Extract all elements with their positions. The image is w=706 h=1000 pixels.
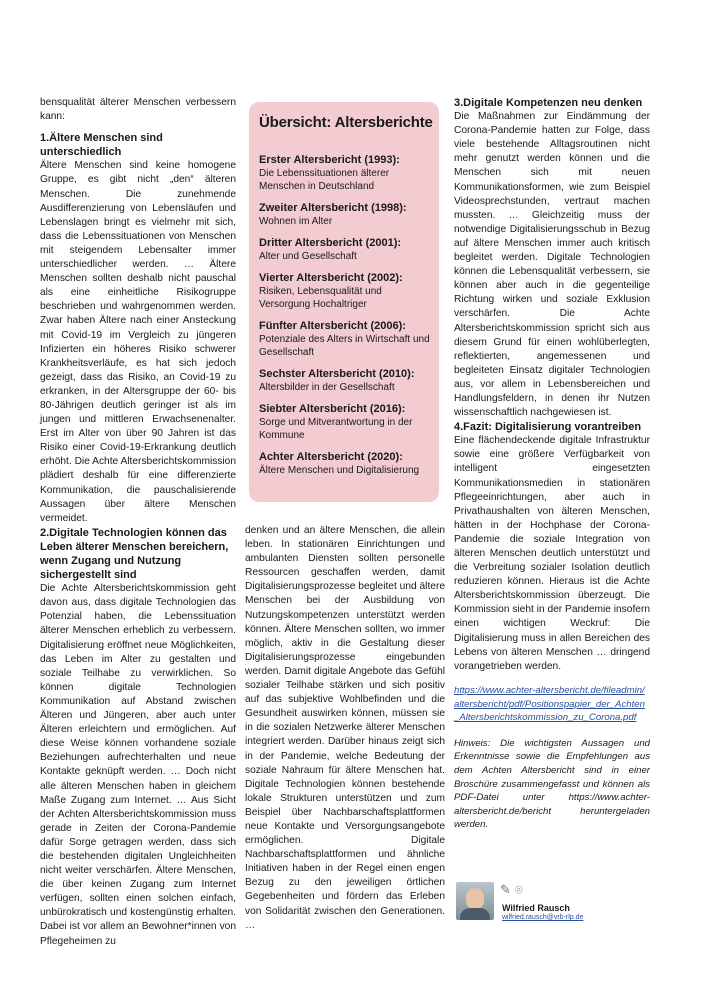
paragraph-continued: denken und an ältere Menschen, die allein leben. In stationären Einrichtungen und ambulanten Diensten sollten personelle Ressourcen geschaffen werden, damit Digitalisierungsprozesse begleitet und ältere Menschen bei der Ausbildung von Nutzungskompetenzen unterstützt werden können. Ältere Menschen sollten, wo immer möglich, aktiv in die Gestaltung dieser Digitalisierungsprozesse eingebunden werden. Damit digitale Angebote das Gefühl sozialer Teilhabe stärken und sich positiv auf das subjektive Wohlbefinden und die Gesundheit auswirken können, müssen sie in die sozialen Netzwerke älterer Menschen integriert werden. Darüber hinaus zeigt sich in der Pandemie, welche Bedeutung der soziale Nahraum für ältere Menschen hat. Digitale Technologien können bestehende lokale Strukturen unterstützen und zum Beispiel über Nachbarschaftsplattformen neue Kontakte und Versorgungsangebote ermöglichen. Digitale Nachbarschaftsplattformen und ähnliche Initiativen haben in der Regel einen engen Bezug zu den jeweiligen örtlichen Gegebenheiten und fördern das Erleben von Solidarität zwischen den Generationen. … [245,525,445,931]
overview-entry [259,403,435,443]
entry-desc: Wohnen im Alter [259,216,333,228]
entry-desc: Sorge und Mitverantwortung in der Kommune [259,417,413,442]
intro-text: bensqualität älterer Menschen verbessern kann: [40,97,236,123]
entry-title: Fünfter Altersbericht (2006): [259,320,406,333]
overview-box [249,102,439,502]
camera-icon: ⌾ [514,882,527,897]
entry-title: Achter Altersbericht (2020): [259,451,403,464]
entry-title: Zweiter Altersbericht (1998): [259,202,407,215]
author-email[interactable]: wilfried.rausch@vrb-rlp.de [502,914,584,921]
entry-title: Erster Altersbericht (1993): [259,154,400,166]
paragraph-section-1: Ältere Menschen sind keine homogene Gruppe, es gibt nicht „den“ älteren Menschen. Die zunehmende Ausdifferenzierung von Lebensläufen und Lebenslagen bringt es vielmehr mit sich, dass die Lebenssituationen von Menschen mit steigendem Lebensalter immer unterschiedlicher werden. … Ältere Menschen sollten deshalb nicht pauschal als eine einheitliche Risikogruppe beschrieben und wahrgenommen werden. Zwar haben Ältere nach einer Ansteckung mit Covid-19 im Vergleich zu jüngeren Infizierten ein höheres Risiko schwerer Krankheitsverläufe, es hat sich jedoch gezeigt, dass das Risiko, an Covid-19 zu erkranken, in der Altersgruppe der 60- bis 80-Jährigen deutlich geringer ist als im jungen und mittleren Erwachsenenalter. Erst im Alter von über 90 Jahren ist das Risiko einer Covid-19-Erkrankung deutlich erhöht. Die Achte Altersberichtskommission plädiert deshalb für eine differenzierte Kommunikation, die pauschalisierende Aussagen über ältere Menschen vermeidet. [40,160,236,524]
paragraph-section-2: Die Achte Altersberichtskommission geht davon aus, dass digitale Technologien das Potenzial haben, die Lebenssituation älterer Menschen erheblich zu verbessern. Digitalisierung eröffnet neue Möglichkeiten, das Leben im Alter zu gestalten und soziale Teilhabe zu verwirklichen. So können digitale Technologien Kommunikation auf Abstand zwischen Älteren und Jüngeren, aber auch unter Älteren erleichtern und ermöglichen. Auf diese Weise können vorhandene soziale Beziehungen aufrechterhalten und neue Kontakte geknüpft werden. … Doch nicht alle älteren Menschen haben in gleichem Maße Zugang zum Internet. … Aus Sicht der Achten Altersberichtskommission muss gerade in Zeiten der Corona-Pandemie dafür Sorge getragen werden, dass sich die bestehenden digitalen Ungleichheiten nicht weiter verschärfen. Ältere Menschen, die über keinen Zugang zum Internet verfügen, sollten einen solchen einfach, unbürokratisch und kostengünstig erhalten. Dabei ist vor allem an Bewohner*innen von Pflegeheimen zu [40,583,236,947]
paragraph-section-3: Die Maßnahmen zur Eindämmung der Corona-Pandemie hatten zur Folge, dass viele bestehende Alltagsroutinen nicht mehr genutzt werden können und die Menschen sich mit neuen Kommunikationsformen, wie zum Beispiel Videosprechstunden, vertraut machen mussten. … Gleichzeitig muss der notwendige Digitalisierungsschub in Bezug auf ältere Menschen immer auch kritisch begleitet werden. Digitale Technologien können die Lebensqualität verbessern, sie können aber auch in die gegenteilige Richtung wirken und soziale Exklusion verschärfen. Die Achte Altersberichtskommission spricht sich aus diesem Grund für einen wohlüberlegten, reflektierten, angemessenen und begleiteten Einsatz digitaler Technologien aus, vor allem in Lebensbereichen und Handlungsfeldern, in denen ihr Nutzen wissenschaftlich nachgewiesen ist. [454,111,650,419]
entry-title: Sechster Altersbericht (2010): [259,368,415,381]
overview-entry [259,154,435,194]
overview-entry [259,451,435,477]
entry-title: Vierter Altersbericht (2002): [259,271,403,284]
pen-icon: ✎ [500,882,515,897]
heading-section-2: 2.Digitale Technologien können das Leben älterer Menschen bereichern, wenn Zugang und Nutzung sichergestellt sind [40,526,229,582]
heading-section-3: 3.Digitale Kompetenzen neu denken [454,97,643,109]
entry-title: Dritter Altersbericht (2001): [259,237,402,250]
overview-entry [259,202,435,228]
entry-desc: Potenziale des Alters in Wirtschaft und Gesellschaft [259,334,430,359]
entry-desc: Die Lebenssituationen älterer Menschen in Deutschland [259,168,390,193]
entry-title: Siebter Altersbericht (2016): [259,403,406,416]
source-note [454,684,650,844]
paragraph-section-4: Eine flächendeckende digitale Infrastruktur sowie eine größere Verfügbarkeit von intelligent eingesetzten Kommunikationsmedien in stationären Pflegeeinrichtungen, aber auch in Privathaushalten von älteren Menschen, hätten in der Hochphase der Corona-Pandemie die soziale Integration von älteren Menschen deutlich unterstützt und die Verbreitung sozialer Isolation deutlich reduzieren können. Hieraus ist die Achte Altersberichtskommission überzeugt. Die Kommission sieht in der Pandemie insofern einen wichtigen Weckruf: Die Digitalisierung muss in allen Bereichen des Lebens von älteren Menschen … dringend vorangetrieben werden. [454,435,650,672]
overview-title: Übersicht: Altersberichte [259,114,433,131]
column-right [454,96,650,674]
overview-entry [259,320,435,360]
overview-entry [259,272,435,312]
entry-desc: Risiken, Lebensqualität und Versorgung Hochaltriger [259,286,382,311]
entry-desc: Alter und Gesellschaft [259,251,357,263]
author-name: Wilfried Rausch [502,903,570,913]
column-left [40,96,236,949]
avatar [456,882,494,920]
overview-entries [259,154,435,486]
source-link[interactable]: https://www.achter-altersbericht.de/fileadmin/altersbericht/pdf/Positionspapier_der_Achten_Altersberichtskommission_zu_Corona.pdf [454,685,645,724]
entry-desc: Ältere Menschen und Digitalisierung [259,465,420,477]
heading-section-1: 1.Ältere Menschen sind unterschiedlich [40,132,163,159]
overview-entry [259,237,435,263]
overview-entry [259,368,435,394]
column-middle [245,524,445,933]
hint-text: Hinweis: Die wichtigsten Aussagen und Erkenntnisse sowie die Empfehlungen aus dem Achten Altersbericht sind in einer Broschüre zusammengefasst und können als PDF-Datei unter https://www.achter-altersbericht.de/bericht heruntergeladen werden. [454,737,650,831]
heading-section-4: 4.Fazit: Digitalisierung vorantreiben [454,421,642,434]
entry-desc: Altersbilder in der Gesellschaft [259,382,395,394]
author-block [456,882,656,922]
author-icons [500,882,527,898]
